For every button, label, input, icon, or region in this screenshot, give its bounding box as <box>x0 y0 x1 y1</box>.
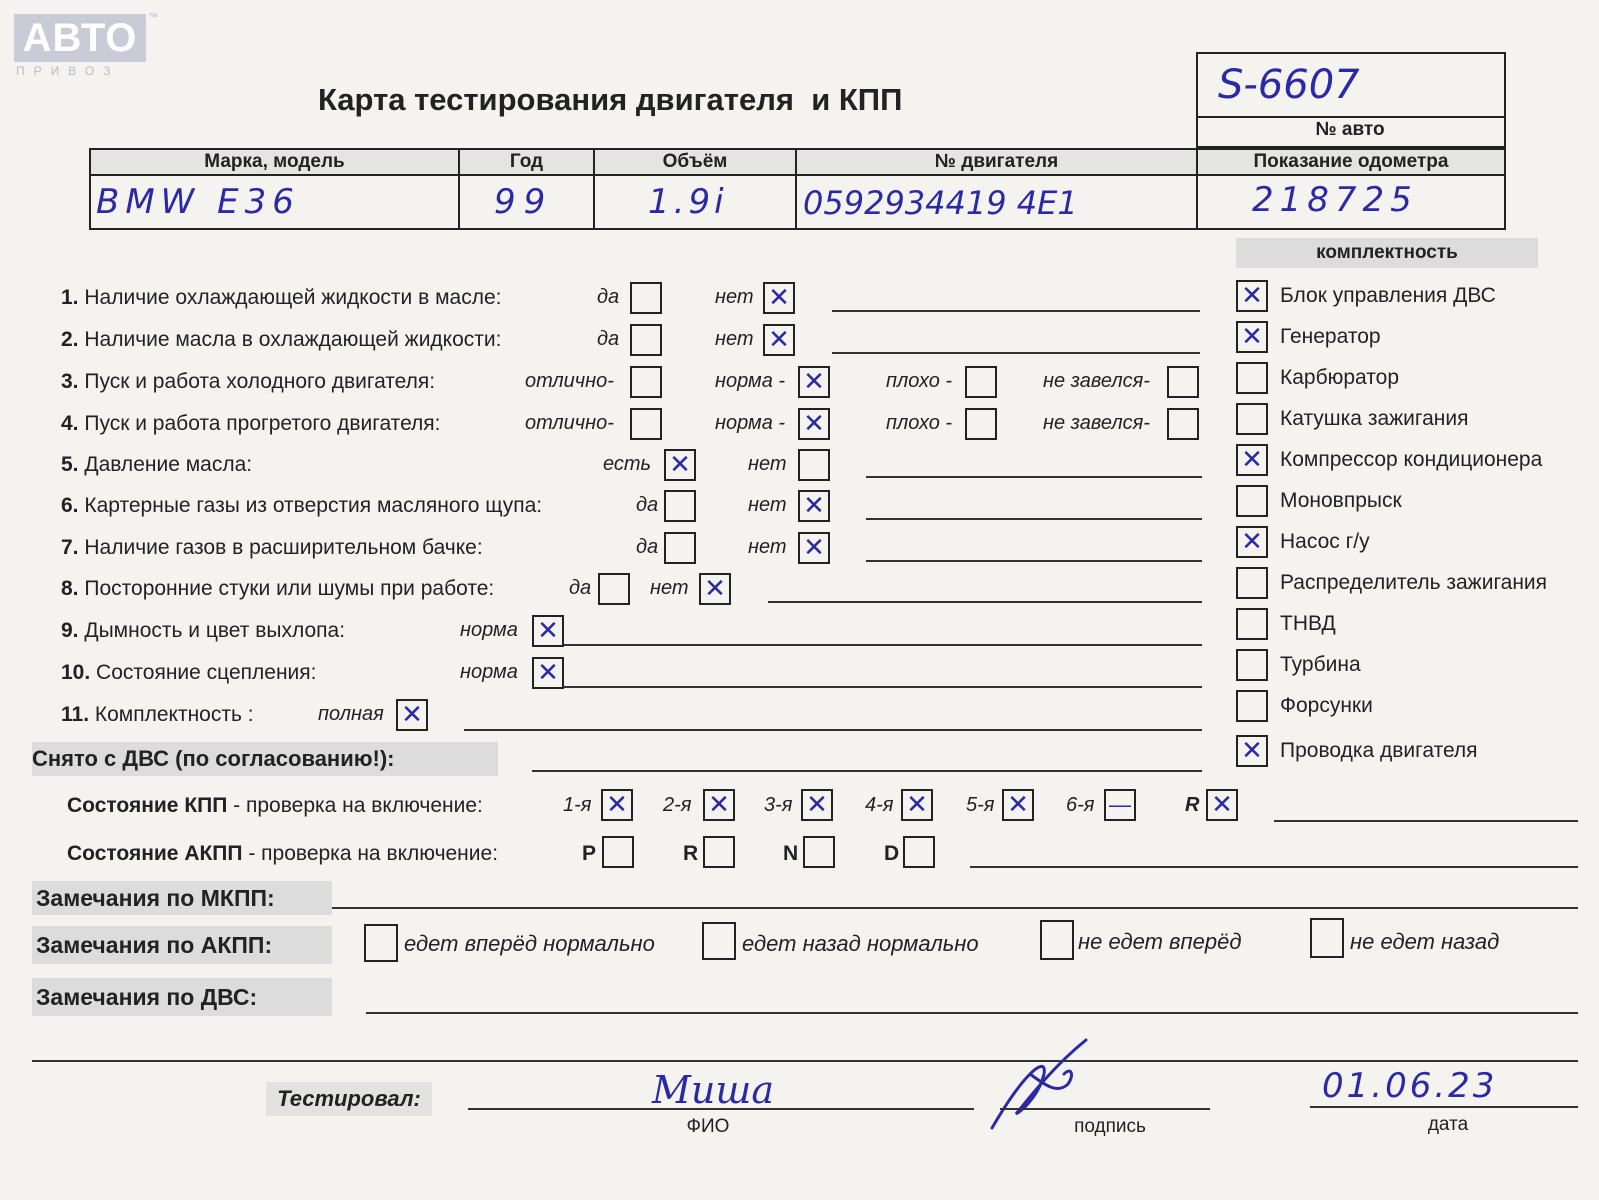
checkbox-akpp-p[interactable] <box>602 836 634 868</box>
option-label: норма - <box>715 370 786 392</box>
option-label: не завелся- <box>1043 370 1150 392</box>
removed-line <box>532 770 1202 772</box>
option-label: да <box>569 577 592 599</box>
name-line <box>468 1108 974 1110</box>
option-label: отлично- <box>525 370 614 392</box>
completeness-item: Турбина <box>1280 653 1361 676</box>
option-label: нет <box>748 494 787 516</box>
checkbox-akpp-r[interactable] <box>703 836 735 868</box>
question-number: 10. <box>61 661 91 684</box>
notes-line <box>564 644 1202 646</box>
question-number: 3. <box>61 370 79 393</box>
question-11 <box>61 703 254 727</box>
checkbox-akpp-no-back[interactable] <box>1310 918 1344 958</box>
removed-label: Снято с ДВС (по согласованию!): <box>32 742 498 776</box>
completeness-item: ТНВД <box>1280 612 1336 635</box>
logo: АВТО <box>14 14 146 62</box>
car-number-value: S-6607 <box>1218 62 1360 108</box>
checkbox-q4-normal[interactable] <box>798 408 830 440</box>
checkbox-q4-excellent[interactable] <box>630 408 662 440</box>
question-number: 11. <box>61 703 90 726</box>
notes-line <box>866 476 1202 478</box>
checkbox-injection-pump[interactable] <box>1236 608 1268 640</box>
question-text: Пуск и работа холодного двигателя: <box>84 370 436 393</box>
checkbox-q3-normal[interactable] <box>798 366 830 398</box>
brand-label: Марка, модель <box>204 151 345 172</box>
option-label: нет <box>748 536 787 558</box>
completeness-item: Проводка двигателя <box>1280 739 1478 762</box>
completeness-item: Моновпрыск <box>1280 489 1402 512</box>
option-label: норма <box>460 619 518 641</box>
checkbox-generator[interactable] <box>1236 321 1268 353</box>
year-label: Год <box>509 151 544 172</box>
akpp-mode-label: D <box>884 842 900 865</box>
checkbox-gear-2[interactable] <box>703 789 735 821</box>
option-label: есть <box>603 453 652 475</box>
question-8 <box>61 577 494 601</box>
akpp-remark-option: едет назад нормально <box>742 931 979 956</box>
tested-label: Тестировал: <box>266 1082 432 1116</box>
akpp-label-rest: - проверка на включение: <box>242 842 499 865</box>
logo-trademark: ™ <box>148 12 158 23</box>
question-text: Картерные газы из отверстия масляного щупа: <box>84 494 543 517</box>
completeness-item: Форсунки <box>1280 694 1373 717</box>
checkbox-gear-3[interactable] <box>801 789 833 821</box>
checkbox-gear-6[interactable] <box>1104 789 1136 821</box>
checkbox-ecu[interactable] <box>1236 280 1268 312</box>
completeness-title: комплектность <box>1236 238 1538 268</box>
checkbox-ignition-coil[interactable] <box>1236 403 1268 435</box>
remarks-dvs-label: Замечания по ДВС: <box>32 978 332 1016</box>
option-label: нет <box>748 453 787 475</box>
option-label: да <box>597 328 620 350</box>
car-number-label: № авто <box>1315 119 1385 140</box>
checkbox-gear-4[interactable] <box>901 789 933 821</box>
checkbox-monoinjection[interactable] <box>1236 485 1268 517</box>
checkbox-distributor[interactable] <box>1236 567 1268 599</box>
date-caption: дата <box>1427 1114 1469 1135</box>
checkbox-carburetor[interactable] <box>1236 362 1268 394</box>
completeness-item: Компрессор кондиционера <box>1280 448 1543 471</box>
completeness-item: Карбюратор <box>1280 366 1400 389</box>
question-text: Пуск и работа прогретого двигателя: <box>84 412 441 435</box>
date-line <box>1310 1106 1578 1108</box>
remarks-dvs-line <box>366 1012 1578 1014</box>
question-text: Комплектность : <box>94 703 254 726</box>
page-title: Карта тестирования двигателя и КПП <box>318 82 903 117</box>
notes-line <box>866 518 1202 520</box>
checkbox-q5-yes[interactable] <box>664 449 696 481</box>
question-4 <box>61 412 441 436</box>
volume-label: Объём <box>662 151 728 172</box>
gear-label: 4-я <box>865 794 894 816</box>
logo-subtitle: ПРИВОЗ <box>16 64 120 78</box>
engine-value: 0592934419 4E1 <box>803 184 1078 222</box>
question-number: 2. <box>61 328 79 351</box>
question-text: Посторонние стуки или шумы при работе: <box>84 577 495 600</box>
question-text: Дымность и цвет выхлопа: <box>84 619 346 642</box>
checkbox-q3-not-started[interactable] <box>1167 366 1199 398</box>
akpp-remark-option: не едет назад <box>1350 929 1500 954</box>
question-text: Наличие охлаждающей жидкости в масле: <box>84 286 502 309</box>
checkbox-q9-normal[interactable] <box>532 615 564 647</box>
checkbox-q7-no[interactable] <box>798 532 830 564</box>
remarks-mkpp-line <box>332 907 1578 909</box>
kpp-label <box>67 794 483 818</box>
akpp-mode-label: N <box>783 842 799 865</box>
option-label: полная <box>318 703 384 725</box>
gear-label: 1-я <box>563 794 592 816</box>
notes-line <box>464 729 1202 731</box>
name-caption: ФИО <box>686 1116 730 1137</box>
question-10 <box>61 661 316 685</box>
option-label: нет <box>650 577 689 599</box>
checkbox-gear-1[interactable] <box>601 789 633 821</box>
date-value: 01.06.23 <box>1322 1066 1498 1106</box>
question-1 <box>61 286 501 310</box>
option-label: норма <box>460 661 518 683</box>
option-label: не завелся- <box>1043 412 1150 434</box>
akpp-label <box>67 842 498 866</box>
question-number: 7. <box>61 536 79 559</box>
question-9 <box>61 619 345 643</box>
checkbox-injectors[interactable] <box>1236 690 1268 722</box>
option-label: да <box>636 536 659 558</box>
notes-line <box>832 352 1200 354</box>
option-label: плохо - <box>886 370 953 392</box>
kpp-label-bold: Состояние КПП <box>67 794 228 817</box>
akpp-remark-option: едет вперёд нормально <box>404 931 655 956</box>
signature-line <box>1000 1108 1210 1110</box>
odometer-label: Показание одометра <box>1253 151 1449 172</box>
checkbox-q1-yes[interactable] <box>630 282 662 314</box>
odometer-value: 218725 <box>1252 180 1418 220</box>
checkbox-q5-no[interactable] <box>798 449 830 481</box>
option-label: плохо - <box>886 412 953 434</box>
question-text: Давление масла: <box>84 453 253 476</box>
year-value: 99 <box>494 182 554 222</box>
checkbox-q2-no[interactable] <box>763 324 795 356</box>
completeness-item: Генератор <box>1280 325 1381 348</box>
completeness-item: Распределитель зажигания <box>1280 571 1548 594</box>
akpp-mode-label: R <box>683 842 699 865</box>
gear-label: 6-я <box>1066 794 1095 816</box>
volume-value: 1.9i <box>648 182 728 222</box>
kpp-line <box>1274 820 1578 822</box>
kpp-label-rest: - проверка на включение: <box>227 794 483 817</box>
checkbox-q4-not-started[interactable] <box>1167 408 1199 440</box>
notes-line <box>564 686 1202 688</box>
akpp-label-bold: Состояние АКПП <box>67 842 243 865</box>
completeness-item: Блок управления ДВС <box>1280 284 1496 307</box>
gear-label: 5-я <box>966 794 995 816</box>
question-text: Состояние сцепления: <box>96 661 317 684</box>
question-text: Наличие масла в охлаждающей жидкости: <box>84 328 502 351</box>
checkbox-gear-r[interactable] <box>1206 789 1238 821</box>
question-number: 4. <box>61 412 79 435</box>
gear-label: 2-я <box>663 794 692 816</box>
question-number: 6. <box>61 494 79 517</box>
checkbox-q6-no[interactable] <box>798 490 830 522</box>
option-label: нет <box>715 286 754 308</box>
completeness-item: Катушка зажигания <box>1280 407 1469 430</box>
question-3 <box>61 370 435 394</box>
option-label: да <box>636 494 659 516</box>
checkbox-akpp-forward-ok[interactable] <box>364 924 398 962</box>
checkbox-ac-compressor[interactable] <box>1236 444 1268 476</box>
checkbox-q10-normal[interactable] <box>532 657 564 689</box>
option-label: нет <box>715 328 754 350</box>
checkbox-q6-yes[interactable] <box>664 490 696 522</box>
checkbox-turbine[interactable] <box>1236 649 1268 681</box>
checkbox-q3-bad[interactable] <box>965 366 997 398</box>
question-6 <box>61 494 542 518</box>
checkbox-gear-5[interactable] <box>1002 789 1034 821</box>
tester-name: Миша <box>652 1068 775 1112</box>
question-number: 9. <box>61 619 79 642</box>
engine-label: № двигателя <box>934 151 1059 172</box>
remarks-akpp-label: Замечания по АКПП: <box>32 926 332 964</box>
checkbox-q3-excellent[interactable] <box>630 366 662 398</box>
checkbox-q8-yes[interactable] <box>598 573 630 605</box>
signature-caption: подпись <box>1074 1116 1146 1137</box>
question-text: Наличие газов в расширительном бачке: <box>84 536 483 559</box>
question-7 <box>61 536 483 560</box>
checkbox-akpp-d[interactable] <box>903 836 935 868</box>
gear-label: R <box>1185 794 1200 816</box>
checkbox-power-steering-pump[interactable] <box>1236 526 1268 558</box>
notes-line <box>832 310 1200 312</box>
checkbox-akpp-back-ok[interactable] <box>702 922 736 960</box>
checkbox-q2-yes[interactable] <box>630 324 662 356</box>
checkbox-q8-no[interactable] <box>699 573 731 605</box>
option-label: отлично- <box>525 412 614 434</box>
question-2 <box>61 328 501 352</box>
remarks-mkpp-label: Замечания по МКПП: <box>32 881 332 915</box>
completeness-item: Насос г/у <box>1280 530 1370 553</box>
akpp-line <box>970 866 1578 868</box>
checkbox-akpp-n[interactable] <box>803 836 835 868</box>
notes-line <box>768 601 1202 603</box>
car-number-divider <box>1196 116 1504 118</box>
checkbox-q11-full[interactable] <box>396 699 428 731</box>
checkbox-q4-bad[interactable] <box>965 408 997 440</box>
gear-label: 3-я <box>764 794 793 816</box>
question-number: 1. <box>61 286 79 309</box>
checkbox-q7-yes[interactable] <box>664 532 696 564</box>
question-5 <box>61 453 252 477</box>
notes-line <box>866 560 1202 562</box>
question-number: 8. <box>61 577 79 600</box>
checkbox-akpp-no-forward[interactable] <box>1040 920 1074 960</box>
option-label: норма - <box>715 412 786 434</box>
checkbox-engine-wiring[interactable] <box>1236 735 1268 767</box>
remarks-dvs-line-2 <box>32 1060 1578 1062</box>
checkbox-q1-no[interactable] <box>763 282 795 314</box>
brand-value: BMW E36 <box>96 182 300 222</box>
option-label: да <box>597 286 620 308</box>
akpp-remark-option: не едет вперёд <box>1078 929 1242 954</box>
akpp-mode-label: P <box>582 842 597 865</box>
question-number: 5. <box>61 453 79 476</box>
